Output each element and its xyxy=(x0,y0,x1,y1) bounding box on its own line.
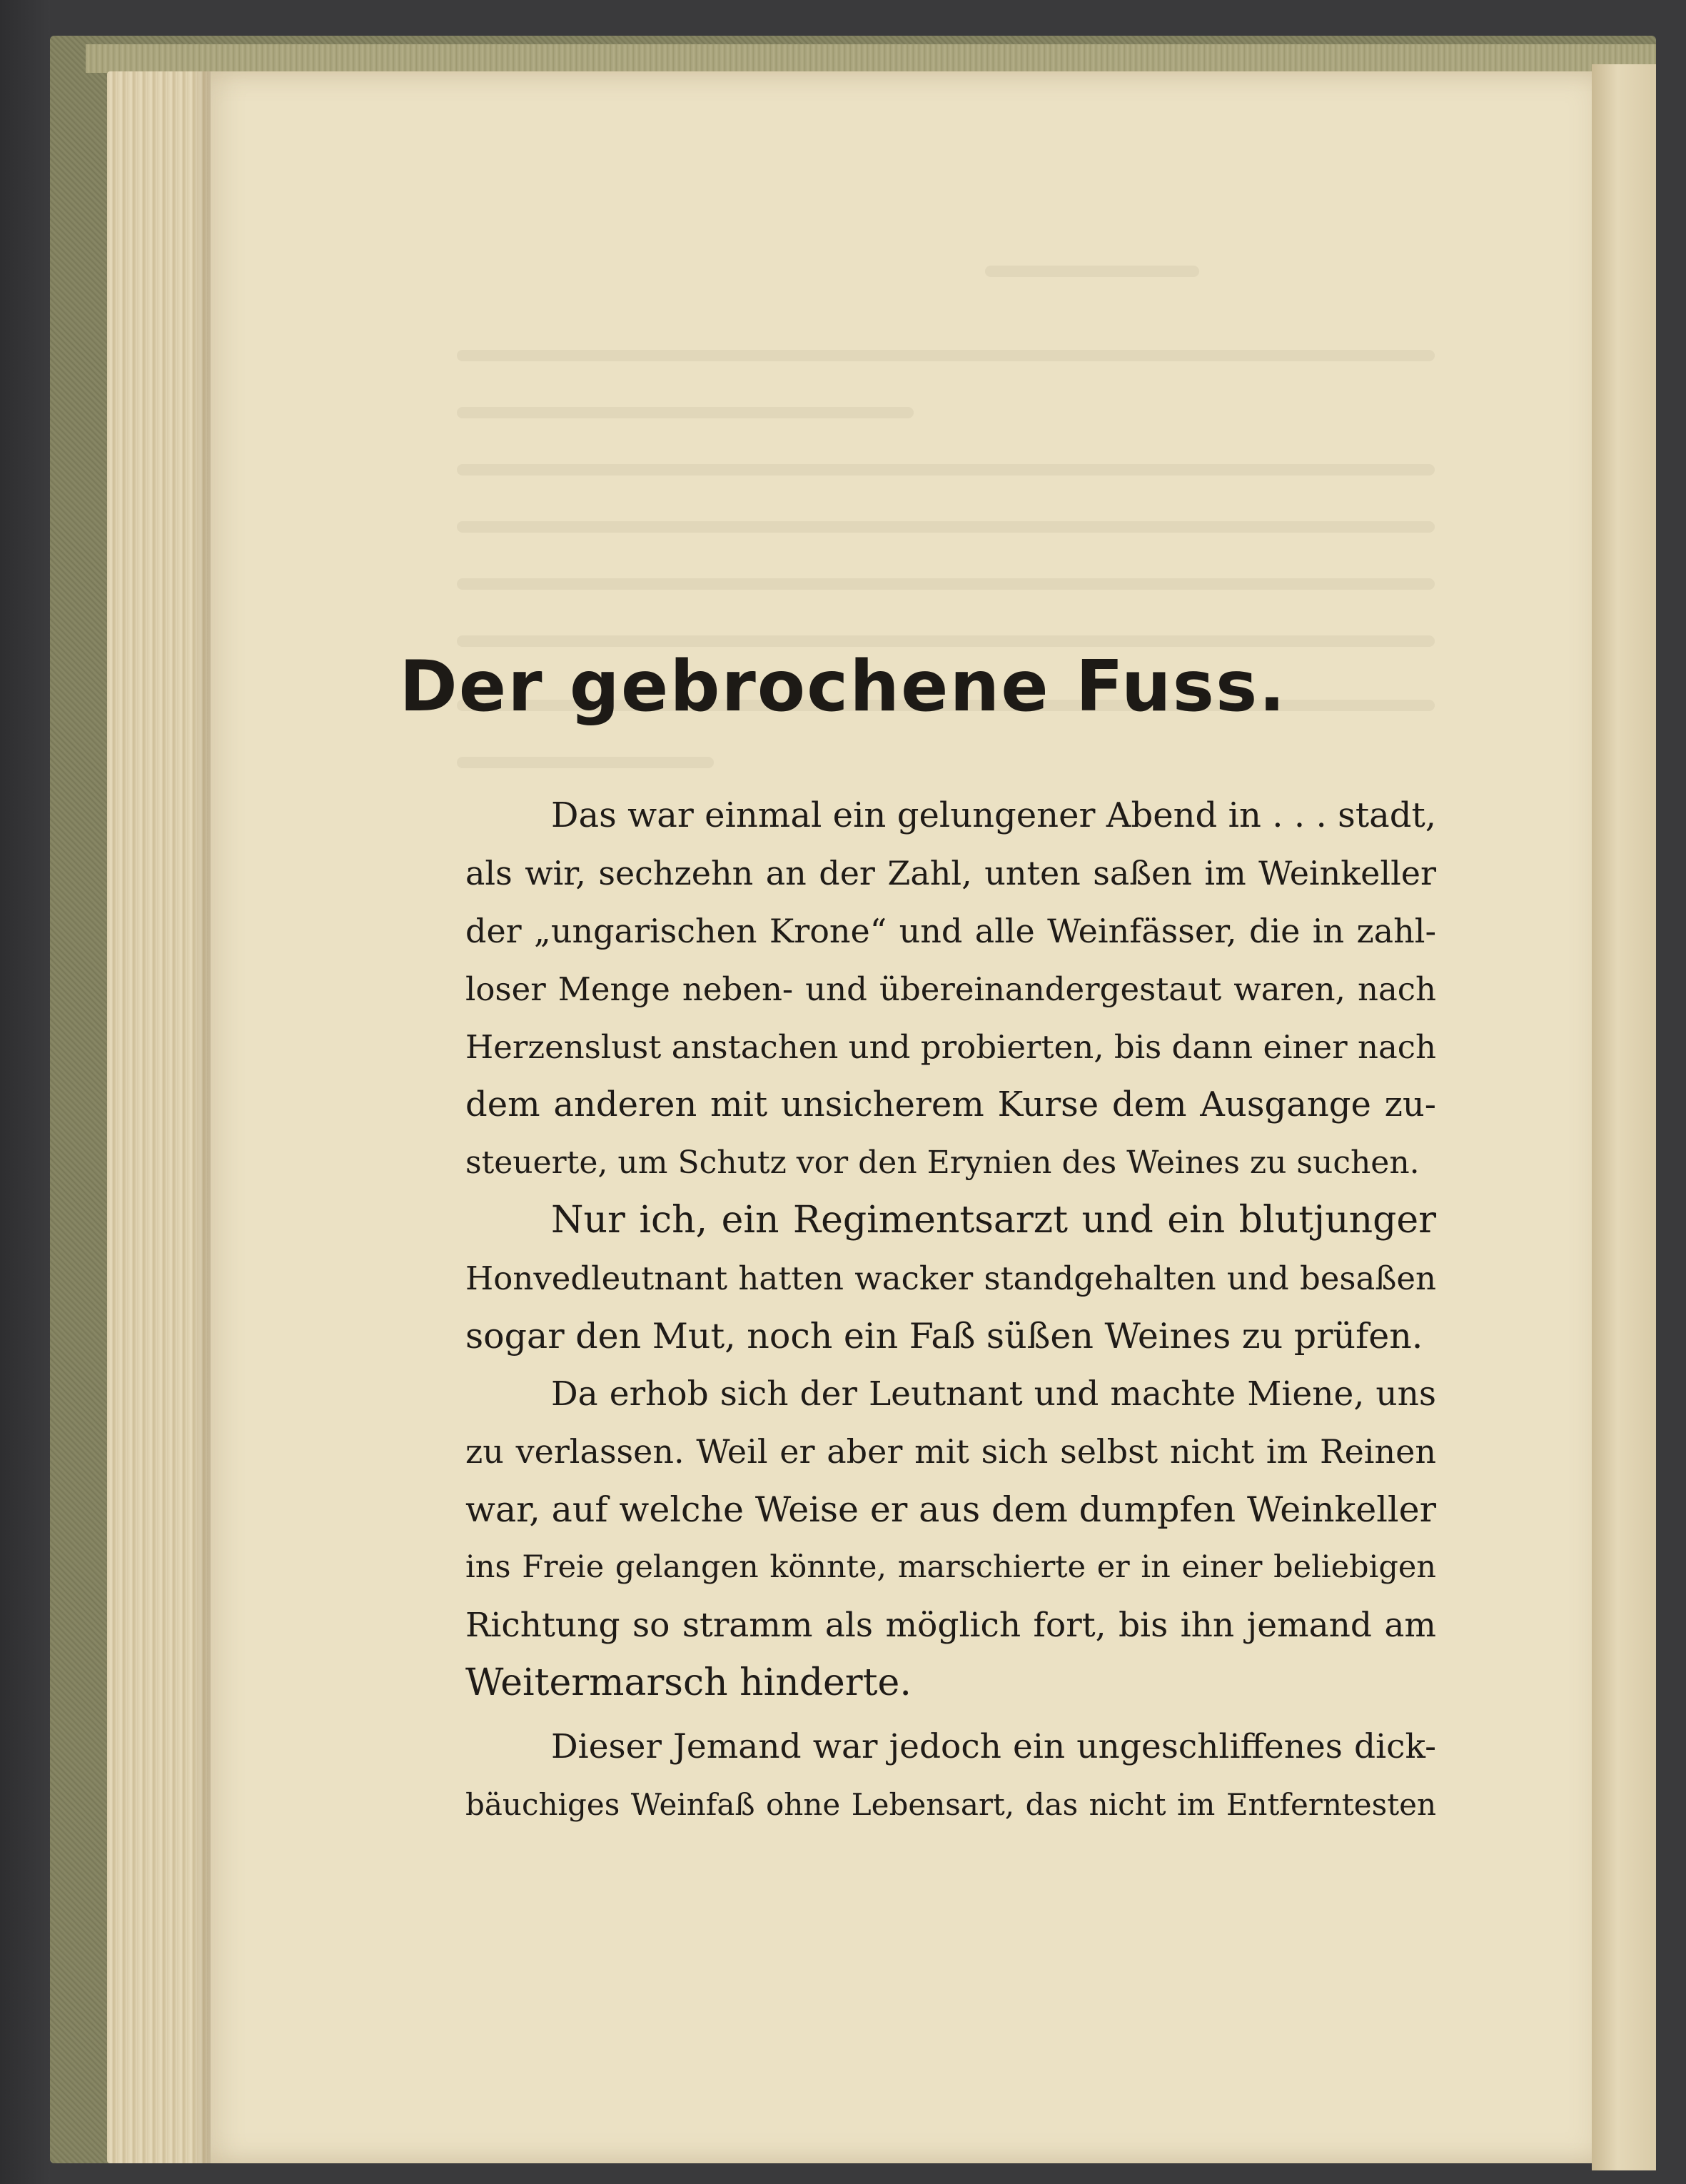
text-line: war, auf welche Weise er aus dem dumpfen Weinkeller xyxy=(465,1489,1436,1530)
text-line: Herzenslust anstachen und probierten, bis dann einer nach xyxy=(465,1028,1436,1066)
text-line: steuerte, um Schutz vor den Erynien des Weines zu suchen. xyxy=(465,1144,1420,1181)
paragraph-4 xyxy=(465,1718,1436,1833)
paragraph-2 xyxy=(465,1192,1436,1365)
text-line: Honvedleutnant hatten wacker standgehalten und besaßen xyxy=(465,1259,1436,1297)
paragraph-3 xyxy=(465,1365,1436,1712)
next-page-gutter xyxy=(1592,64,1656,2170)
text-line: dem anderen mit unsicherem Kurse dem Ausgange zu- xyxy=(465,1085,1436,1124)
text-line: als wir, sechzehn an der Zahl, unten saßen im Weinkeller xyxy=(465,854,1436,892)
chapter-title: Der gebrochene Fuss. xyxy=(399,646,1287,728)
paragraph-1 xyxy=(465,787,1436,1192)
text-line: Nur ich, ein Regimentsarzt und ein blutjunger xyxy=(551,1199,1436,1242)
text-line: Richtung so stramm als möglich fort, bis ihn jemand am xyxy=(465,1606,1436,1645)
text-line: bäuchiges Weinfaß ohne Lebensart, das nicht im Entferntesten xyxy=(465,1787,1436,1822)
text-line: Das war einmal ein gelungener Abend in . . . stadt, xyxy=(551,795,1436,835)
text-line: zu verlassen. Weil er aber mit sich selbst nicht im Reinen xyxy=(465,1432,1436,1471)
text-line: sogar den Mut, noch ein Faß süßen Weines zu prüfen. xyxy=(465,1316,1423,1357)
text-line: ins Freie gelangen könnte, marschierte er in einer beliebigen xyxy=(465,1549,1436,1585)
body-text xyxy=(465,787,1436,1833)
text-line: Da erhob sich der Leutnant und machte Miene, uns xyxy=(551,1374,1436,1414)
text-line: loser Menge neben- und übereinandergestaut waren, nach xyxy=(465,970,1436,1008)
background-left xyxy=(0,0,50,2184)
book-cover-top-edge xyxy=(86,44,1656,73)
text-line: Weitermarsch hinderte. xyxy=(465,1661,912,1704)
text-line: der „ungarischen Krone“ und alle Weinfässer, die in zahl- xyxy=(465,912,1436,950)
text-line: Dieser Jemand war jedoch ein ungeschliffenes dick- xyxy=(551,1727,1436,1766)
